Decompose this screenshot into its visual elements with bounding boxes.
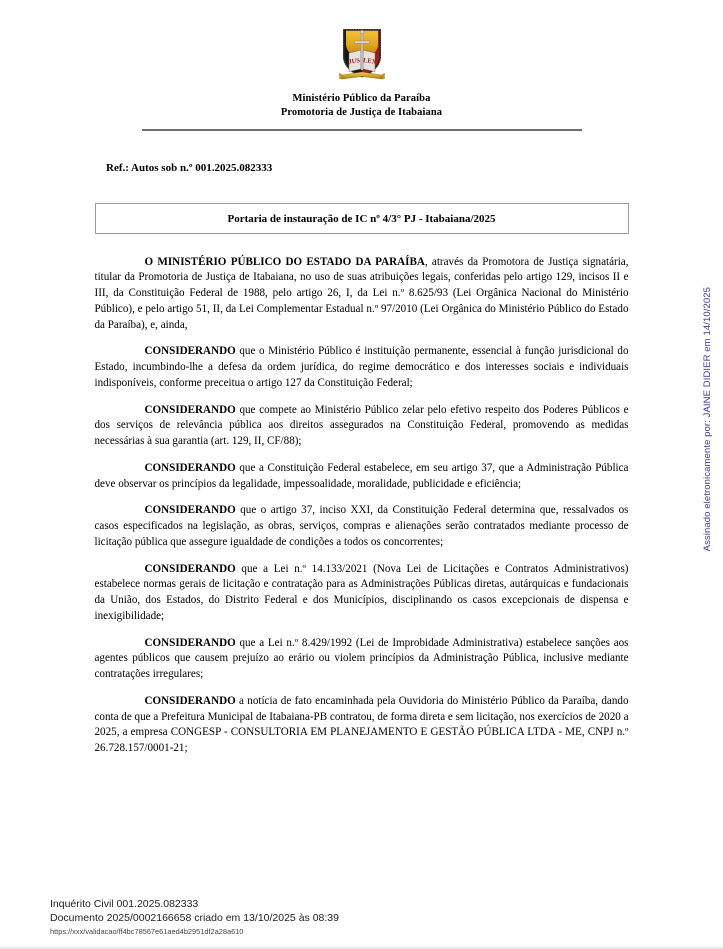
- paragraph-lead: CONSIDERANDO: [144, 694, 236, 707]
- footer-validation-url[interactable]: https://xxx/validacao/ff4bc78567e61aed4b2951df2a28a610: [50, 926, 244, 936]
- reference-line: Ref.: Autos sob n.º 001.2025.082333: [106, 161, 273, 174]
- page-title: Portaria de instauração de IC nº 4/3° PJ - Itabaiana/2025: [227, 212, 496, 225]
- footer-document-info: Documento 2025/0002166658 criado em 13/10/2025 às 08:39: [50, 912, 339, 925]
- paragraph-lead: CONSIDERANDO: [144, 636, 236, 649]
- paragraph-text: que a Constituição Federal estabelece, em seu artigo 37, que a Administração Pública deve observar os princípios da legalidade, impessoalidade, moralidade, publicidade e eficiência;: [94, 461, 629, 490]
- mppb-coat-of-arms-icon: [339, 27, 385, 85]
- org-name-line-2: Promotoria de Justiça de Itabaiana: [280, 106, 443, 118]
- emblem-lex-text: LEX: [362, 57, 377, 66]
- body-paragraph: [95, 344, 629, 391]
- body-paragraph: [95, 255, 629, 334]
- paragraph-lead: O MINISTÉRIO PÚBLICO DO ESTADO DA PARAÍBA: [144, 255, 425, 268]
- header-divider: [142, 129, 582, 131]
- document-body: [95, 255, 629, 757]
- paragraph-lead: CONSIDERANDO: [144, 345, 236, 358]
- paragraph-lead: CONSIDERANDO: [144, 461, 236, 474]
- signature-stamp-text: Assinado eletronicamente por: JAINE DIDIER em 14/10/2025: [702, 287, 713, 552]
- org-name-line-1: Ministério Público da Paraíba: [292, 93, 431, 104]
- paragraph-text: que a Lei n.º 8.429/1992 (Lei de Improbidade Administrativa) estabelece sanções aos agentes públicos que causem prejuízo ao erário ou violem princípios da Administração Pública, inclusive mediante contratações irregulares;: [94, 636, 629, 681]
- paragraph-text: que compete ao Ministério Público zelar pelo efetivo respeito dos Poderes Públicos e dos serviços de relevância pública aos direitos assegurados na Constituição Federal, promovendo as medidas necessárias à sua garantia (art. 129, II, CF/88);: [94, 403, 629, 448]
- body-paragraph: [95, 636, 629, 683]
- electronic-signature-stamp: [702, 287, 720, 617]
- paragraph-text: a notícia de fato encaminhada pela Ouvidoria do Ministério Público da Paraíba, dando conta de que a Prefeitura Municipal de Itabaiana-PB contratou, de forma direta e sem licitação, nos exercícios de 2020 a 2025, a empresa CONGESP - CONSULTORIA EM PLANEJAMENTO E GESTÃO PÚBLICA LTDA - ME, CNPJ n.º 26.728.157/0001-21;: [94, 694, 629, 755]
- paragraph-lead: CONSIDERANDO: [144, 504, 236, 517]
- emblem-jus-text: JUS: [347, 57, 361, 66]
- body-paragraph: [95, 403, 629, 450]
- paragraph-text: que o artigo 37, inciso XXI, da Constituição Federal determina que, ressalvados os casos especificados na legislação, as obras, serviços, compras e alienações serão contratados mediante processo de licitação pública que assegure igualdade de condições a todos os concorrentes;: [94, 504, 629, 548]
- body-paragraph: [95, 503, 629, 550]
- paragraph-text: , através da Promotora de Justiça signatária, titular da Promotoria de Justiça de Itabaiana, no uso de suas atribuições legais, conferidas pelo artigo 129, incisos II e III, da Constituição Federal de 1988, pelo artigo 26, I, da Lei n.º 8.625/93 (Lei Orgânica Nacional do Ministério Público), e pelo artigo 51, II, da Lei Complementar Estadual n.º 97/2010 (Lei Orgânica do Ministério Público do Estado da Paraíba), e, ainda,: [94, 255, 629, 331]
- document-title-box: [95, 203, 629, 234]
- document-footer: [50, 898, 339, 937]
- paragraph-lead: CONSIDERANDO: [144, 562, 236, 575]
- document-header: [0, 0, 723, 131]
- organization-names: [0, 92, 723, 120]
- body-paragraph: [95, 461, 629, 493]
- paragraph-text: que a Lei n.º 14.133/2021 (Nova Lei de Licitações e Contratos Administrativos) estabelece normas gerais de licitação e contratação para as Administrações Públicas diretas, autárquicas e fundacionais da União, dos Estados, do Distrito Federal e dos Municípios, disciplinando os casos excepcionais de dispensa e inexigibilidade;: [94, 562, 629, 622]
- page-bottom-shadow: [0, 945, 723, 949]
- paragraph-text: que o Ministério Público é instituição permanente, essencial à função jurisdicional do Estado, incumbindo-lhe a defesa da ordem jurídica, do regime democrático e dos interesses sociais e individuais indisponíveis, conforme preceitua o artigo 127 da Constituição Federal;: [94, 345, 629, 389]
- paragraph-lead: CONSIDERANDO: [144, 403, 236, 416]
- ribbon-icon: [339, 72, 384, 79]
- body-paragraph: [95, 562, 629, 625]
- body-paragraph: [95, 694, 629, 757]
- footer-inquiry-number: Inquérito Civil 001.2025.082333: [50, 898, 199, 911]
